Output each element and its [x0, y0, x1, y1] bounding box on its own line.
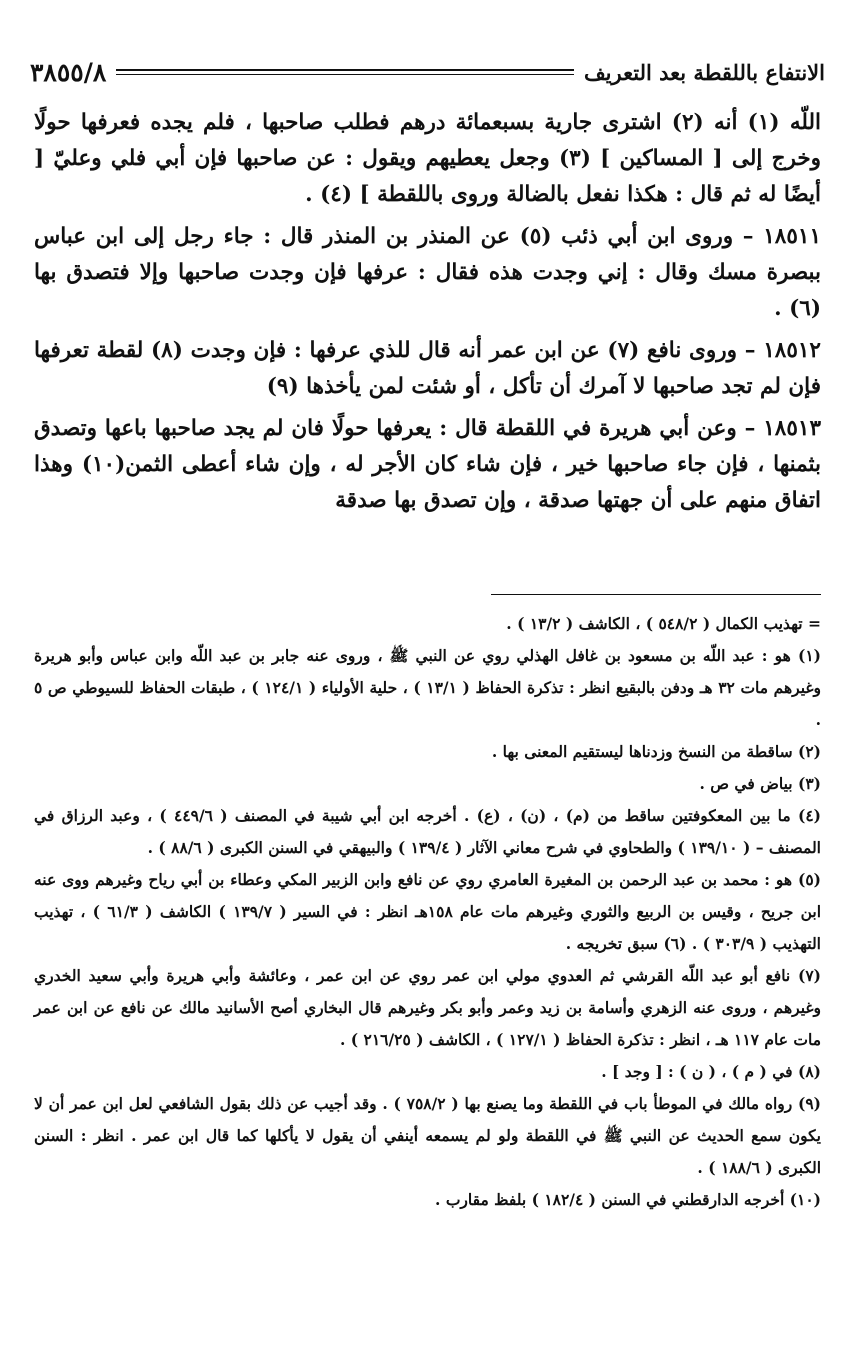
footnote-2: (٢) ساقطة من النسخ وزدناها ليستقيم المعنى بها . — [491, 742, 821, 761]
footnote-3: (٣) بياض في ص . — [699, 774, 821, 793]
footnotes — [34, 608, 821, 1216]
main-text — [34, 105, 821, 525]
footnote-4: (٤) ما بين المعكوفتين ساقط من (م) ، (ن) ، (ع) . أخرجه ابن أبي شيبة في المصنف ( ٤٤٩/٦ ) ، وعبد الرزاق في المصنف – ( ١٣٩/١٠ ) والطحاوي في شرح معاني الآثار ( ١٣٩/٤ ) والبيهقي في السنن الكبرى ( ٨٨/٦ ) . — [34, 806, 821, 857]
paragraph-18513: ١٨٥١٣ – وعن أبي هريرة في اللقطة قال : يعرفها حولًا فان لم يجد صاحبها باعها وتصدق بثمنها ، فإن جاء صاحبها خير ، فإن شاء كان الأجر له ، وإن شاء أعطى الثمن(١٠) وهذا اتفاق منهم على أن جهتها صدقة ، وإن تصدق بها صدقة — [34, 416, 821, 513]
footnote-carryover: = تهذيب الكمال ( ٥٤٨/٢ ) ، الكاشف ( ١٣/٢ ) . — [506, 614, 821, 633]
footnote-9: (٩) رواه مالك في الموطأ باب في اللقطة وما يصنع بها ( ٧٥٨/٢ ) . وقد أجيب عن ذلك بقول الشافعي لعل ابن عمر أن لا يكون سمع الحديث عن النبي ﷺ في اللقطة ولو لم يسمعه أينفي أن يقول لا يأكلها كما قال ابن عمر . انظر : السنن الكبرى ( ١٨٨/٦ ) . — [34, 1094, 822, 1177]
page-number: ٣٨٥٥/٨ — [30, 57, 107, 87]
running-header — [30, 52, 825, 92]
footnote-5-6: (٥) هو : محمد بن عبد الرحمن بن المغيرة العامري روي عن نافع وابن الزبير المكي وعطاء بن أبي رياح وغيرهم ووى عنه ابن جريح ، وقيس بن الربيع والثوري وغيرهم مات عام ١٥٨هـ انظر : في السير ( ١٣٩/٧ ) الكاشف ( ٦١/٣ ) ، تهذيب التهذيب ( ٣٠٣/٩ ) . (٦) سبق تخريجه . — [34, 870, 822, 953]
footnote-7: (٧) نافع أبو عبد اللّه القرشي ثم العدوي مولي ابن عمر روي عن ابن عمر ، وعائشة وأبي هريرة وأبي سعيد الخدري وغيرهم ، وروى عنه الزهري وأسامة بن زيد وعمر وأبو بكر وغيرهم قال البخاري أصح الأسانيد مالك عن نافع عن ابن عمر مات عام ١١٧ هـ ، انظر : تذكرة الحفاظ ( ١٢٧/١ ) ، الكاشف ( ٢١٦/٢٥ ) . — [34, 966, 821, 1049]
paragraph-continuation: اللّه (١) أنه (٢) اشترى جارية بسبعمائة درهم فطلب صاحبها ، فلم يجده فعرفها حولًا وخرج إلى [ المساكين ] (٣) وجعل يعطيهم ويقول : عن صاحبها فإن أبي فلي وعليّ [ أيضًا له ثم قال : هكذا نفعل بالضالة وروى باللقطة ] (٤) . — [34, 110, 822, 207]
chapter-title: الانتفاع باللقطة بعد التعريف — [583, 59, 825, 85]
paragraph-18512: ١٨٥١٢ – وروى نافع (٧) عن ابن عمر أنه قال للذي عرفها : فإن وجدت (٨) لقطة تعرفها فإن لم تجد صاحبها لا آمرك أن تأكل ، أو شئت لمن يأخذها (٩) — [34, 338, 821, 399]
footnote-separator — [491, 594, 821, 595]
footnote-10: (١٠) أخرجه الدارقطني في السنن ( ١٨٢/٤ ) بلفظ مقارب . — [435, 1190, 821, 1209]
footnote-8: (٨) في ( م ) ، ( ن ) : [ وجد ] . — [601, 1062, 821, 1081]
footnote-1: (١) هو : عبد اللّه بن مسعود بن غافل الهذلي روي عن النبي ﷺ ، وروى عنه جابر بن عبد اللّه وابن عباس وأبو هريرة وغيرهم مات ٣٢ هـ ودفن بالبقيع انظر : تذكرة الحفاظ ( ١٣/١ ) ، حلية الأولياء ( ١٢٤/١ ) ، طبقات الحفاظ للسيوطي ص ٥ . — [34, 646, 821, 729]
paragraph-18511: ١٨٥١١ – وروى ابن أبي ذئب (٥) عن المنذر بن المنذر قال : جاء رجل إلى ابن عباس ببصرة مسك وقال : إني وجدت هذه فقال : عرفها فإن وجدت صاحبها وإلا فتصدق بها (٦) . — [34, 224, 821, 321]
header-rule — [116, 69, 574, 75]
